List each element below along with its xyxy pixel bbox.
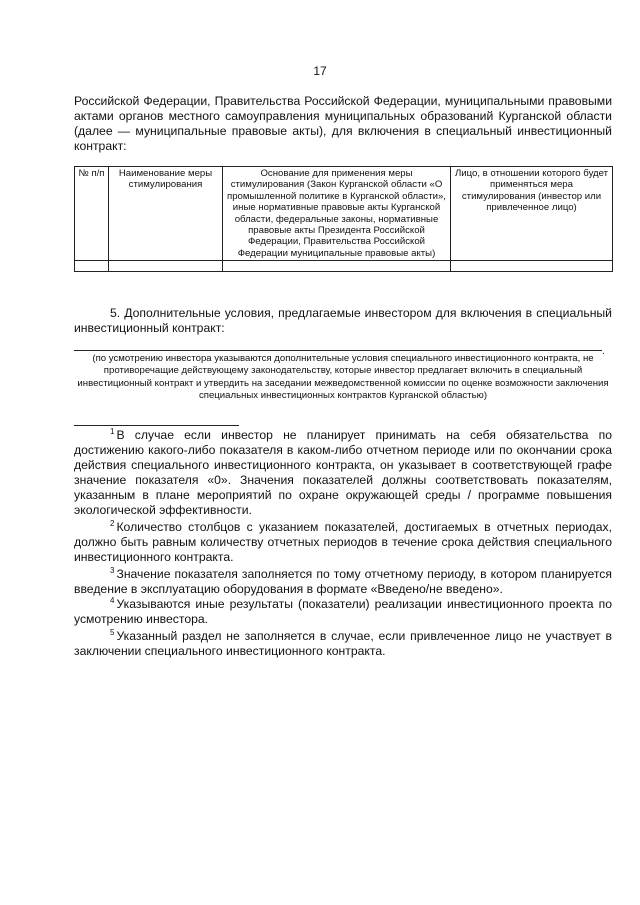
- footnote-4: [74, 597, 612, 627]
- footnote-text: Указанный раздел не заполняется в случае, если привлеченное лицо не участвует в заключении специального инвестиционного контракта.: [74, 629, 612, 658]
- table-cell: [451, 261, 613, 272]
- table-header-row: [75, 167, 613, 261]
- table-cell: [75, 261, 109, 272]
- stimulation-measures-table: [74, 166, 613, 272]
- fill-in-note: (по усмотрению инвестора указываются дополнительные условия специального инвестиционного контракта, не противоречащие действующему законодательству, которые инвестор предлагает включить в специальный инвестиционный контракт и утвердить на заседании межведомственной комиссии по оценке возможности заключения специальных инвестиционных контрактов Курганской областью): [77, 353, 609, 402]
- footnote-mark: 5: [110, 627, 115, 637]
- footnote-mark: 4: [110, 595, 115, 605]
- header-number: № п/п: [75, 167, 109, 261]
- page-number: 17: [313, 64, 327, 78]
- footnote-text: Указываются иные результаты (показатели) реализации инвестиционного проекта по усмотрению инвестора.: [74, 597, 612, 626]
- footnote-1: [74, 428, 612, 518]
- footnote-mark: 1: [110, 426, 115, 436]
- footnote-text: В случае если инвестор не планирует принимать на себя обязательства по достижению какого-либо показателя в каком-либо отчетном периоде или по окончании срока действия специального инвестиционного контракта, он указывает в соответствующей графе значение показателя «0». Значения показателей должны соответствовать показателям, указанным в плане мероприятий по охране окружающей среды / программе повышения экологической эффективности.: [74, 428, 612, 517]
- table-cell: [109, 261, 223, 272]
- section-5-heading: 5. Дополнительные условия, предлагаемые инвестором для включения в специальный инвестиционный контракт:: [74, 306, 612, 335]
- footnote-text: Количество столбцов с указанием показателей, достигаемых в отчетных периодах, должно быть равным количеству отчетных периодов в течение срока действия специального инвестиционного контракта.: [74, 520, 612, 564]
- fill-in-line: [74, 350, 602, 351]
- table-cell: [223, 261, 451, 272]
- footnote-separator: [74, 425, 239, 426]
- footnote-mark: 2: [110, 518, 115, 528]
- footnote-5: [74, 629, 612, 659]
- footnote-text: Значение показателя заполняется по тому отчетному периоду, в котором планируется введение в эксплуатацию оборудования в формате «Введено/не введено».: [74, 567, 612, 596]
- table-row: [75, 261, 613, 272]
- footnote-3: [74, 567, 612, 597]
- fill-in-line-end: .: [602, 346, 605, 357]
- footnotes: [74, 428, 612, 659]
- header-applicable-person: Лицо, в отношении которого будет применяться мера стимулирования (инвестор или привлеченное лицо): [451, 167, 613, 261]
- header-legal-basis: Основание для применения меры стимулирования (Закон Курганской области «О промышленной политике в Курганской области», иные нормативные правовые акты Курганской области, федеральные законы, нормативные правовые акты Президента Российской Федерации, Правительства Российской Федерации муниципальные правовые акты): [223, 167, 451, 261]
- intro-paragraph: Российской Федерации, Правительства Российской Федерации, муниципальными правовыми актами органов местного самоуправления муниципальных образований Курганской области (далее — муниципальные правовые акты), для включения в специальный инвестиционный контракт:: [74, 94, 612, 153]
- header-measure-name: Наименование меры стимулирования: [109, 167, 223, 261]
- footnote-mark: 3: [110, 565, 115, 575]
- footnote-2: [74, 520, 612, 565]
